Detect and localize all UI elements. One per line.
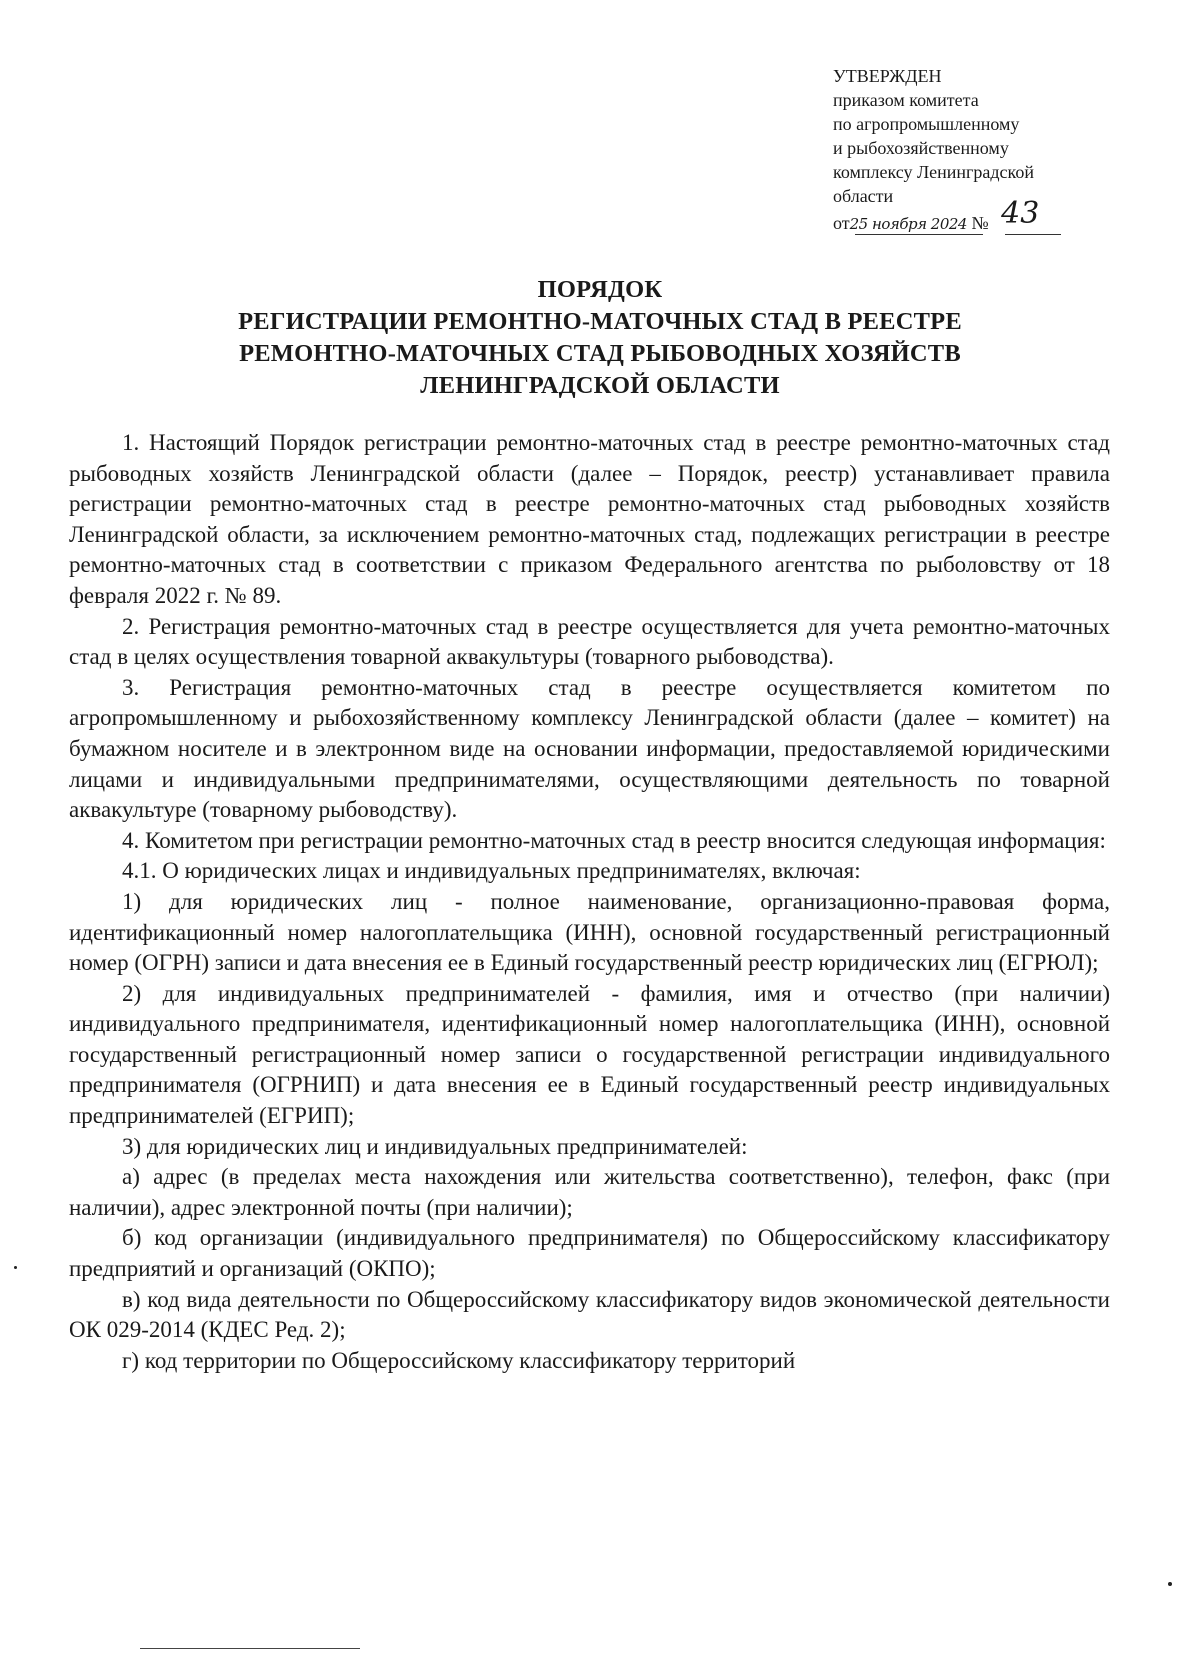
approval-line: по агропромышленному xyxy=(833,114,1020,134)
approval-line: комплексу Ленинградской xyxy=(833,162,1034,182)
paragraph: 4.1. О юридических лицах и индивидуальных предпринимателях, включая: xyxy=(122,858,861,884)
title-line: РЕГИСТРАЦИИ РЕМОНТНО-МАТОЧНЫХ СТАД В РЕЕСТРЕ xyxy=(238,308,962,335)
paragraph: 2) для индивидуальных предпринимателей - фамилия, имя и отчество (при наличии) индивидуального предпринимателя, идентификационный номер налогоплательщика (ИНН), основной государственный регистрационный номер записи о государственной регистрации индивидуального предпринимателя (ОГРНИП) и дата внесения ее в Единый государственный реестр индивидуальных предпринимателей (ЕГРИП); xyxy=(69,980,1110,1129)
paragraph: 1) для юридических лиц - полное наименование, организационно-правовая форма, идентификационный номер налогоплательщика (ИНН), основной государственный регистрационный номер (ОГРН) записи и дата внесения ее в Единый государственный реестр юридических лиц (ЕГРЮЛ); xyxy=(69,888,1110,976)
paragraph: 3. Регистрация ремонтно-маточных стад в реестре осуществляется комитетом по агропромышленному и рыбохозяйственному комплексу Ленинградской области (далее – комитет) на бумажном носителе и в электронном виде на основании информации, предоставляемой юридическими лицами и индивидуальными предпринимателями, осуществляющими деятельность по товарной аквакультуре (товарному рыбоводству). xyxy=(69,674,1110,823)
paragraph: 3) для юридических лиц и индивидуальных предпринимателей: xyxy=(122,1133,748,1159)
handwritten-date: 25 ноября 2024 xyxy=(849,215,967,233)
title-line: ЛЕНИНГРАДСКОЙ ОБЛАСТИ xyxy=(420,372,780,399)
paragraph: в) код вида деятельности по Общероссийскому классификатору видов экономической деятельности ОК 029-2014 (КДЕС Ред. 2); xyxy=(69,1286,1110,1343)
paragraph: 1. Настоящий Порядок регистрации ремонтно-маточных стад в реестре ремонтно-маточных стад рыбоводных хозяйств Ленинградской области (далее – Порядок, реестр) устанавливает правила регистрации ремонтно-маточных стад в реестре ремонтно-маточных стад рыбоводных хозяйств Ленинградской области, за исключением ремонтно-маточных стад, подлежащих регистрации в реестре ремонтно-маточных стад в соответствии с приказом Федерального агентства по рыболовству от 18 февраля 2022 г. № 89. xyxy=(69,430,1110,608)
scan-speck xyxy=(1168,1582,1172,1586)
paragraph: 2. Регистрация ремонтно-маточных стад в реестре осуществляется для учета ремонтно-маточных стад в целях осуществления товарной аквакультуры (товарного рыбоводства). xyxy=(69,613,1110,670)
handwritten-number: 43 xyxy=(1001,196,1040,231)
title-heading: ПОРЯДОК xyxy=(537,276,663,303)
date-prefix: от xyxy=(833,213,850,233)
document-title xyxy=(80,274,1120,402)
number-underline xyxy=(1005,234,1061,235)
approval-line: и рыбохозяйственному xyxy=(833,138,1009,158)
paragraph: г) код территории по Общероссийскому классификатору территорий xyxy=(122,1347,796,1373)
approval-line: приказом комитета xyxy=(833,90,979,110)
paragraph: 4. Комитетом при регистрации ремонтно-маточных стад в реестр вносится следующая информация: xyxy=(122,827,1106,853)
title-line: РЕМОНТНО-МАТОЧНЫХ СТАД РЫБОВОДНЫХ ХОЗЯЙСТВ xyxy=(239,340,961,367)
number-prefix: № xyxy=(971,213,989,233)
scan-speck xyxy=(14,1266,17,1269)
paragraph: б) код организации (индивидуального предпринимателя) по Общероссийскому классификатору предприятий и организаций (ОКПО); xyxy=(69,1225,1110,1282)
document-body xyxy=(69,428,1110,1376)
approval-heading: УТВЕРЖДЕН xyxy=(833,66,942,86)
approval-line: области xyxy=(833,186,894,206)
date-underline xyxy=(855,234,983,235)
footnote-rule xyxy=(140,1648,360,1649)
paragraph: а) адрес (в пределах места нахождения или жительства соответственно), телефон, факс (при наличии), адрес электронной почты (при наличии); xyxy=(69,1164,1110,1220)
approval-stamp xyxy=(833,64,1133,236)
